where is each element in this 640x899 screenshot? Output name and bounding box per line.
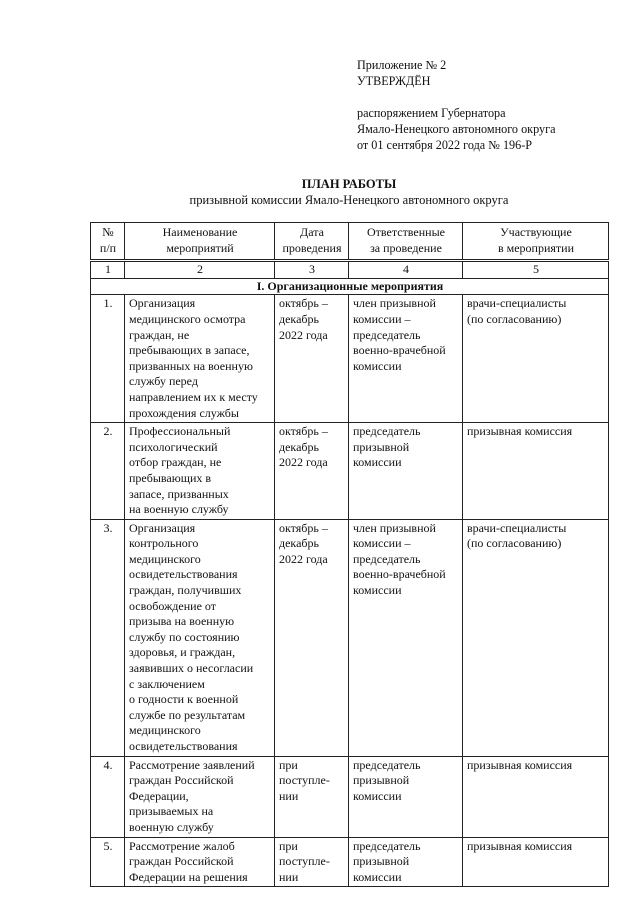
cell-line: пребывающих в bbox=[129, 470, 212, 485]
section-title: I. Организационные мероприятия bbox=[91, 278, 609, 295]
cell-line: службу по состоянию bbox=[129, 629, 240, 644]
title-subtitle: призывной комиссии Ямало-Ненецкого автономного округа bbox=[189, 193, 509, 207]
cell-line: председатель bbox=[353, 757, 421, 772]
cell-line: психологический bbox=[129, 439, 218, 454]
cell-line: медицинского bbox=[129, 723, 201, 738]
cell-line: граждан Российской bbox=[129, 773, 234, 788]
cell-line: врачи-специалисты bbox=[467, 520, 567, 535]
cell-line: медицинского осмотра bbox=[129, 311, 246, 326]
cell-line: здоровья, и граждан, bbox=[129, 645, 236, 660]
cell-line: с заключением bbox=[129, 676, 205, 691]
cell-line: декабрь bbox=[279, 536, 319, 551]
title-main: ПЛАН РАБОТЫ bbox=[301, 177, 397, 191]
cell-line: октябрь – bbox=[279, 520, 328, 535]
cell-line: призывная комиссия bbox=[467, 757, 573, 772]
event-responsible bbox=[349, 295, 463, 423]
event-responsible bbox=[349, 837, 463, 887]
cell-line: (по согласованию) bbox=[467, 311, 562, 326]
column-number: 1 bbox=[91, 261, 125, 279]
approval-block bbox=[357, 57, 617, 153]
cell-line: отбор граждан, не bbox=[129, 455, 222, 470]
cell-line: комиссии bbox=[353, 788, 402, 803]
event-participants bbox=[463, 295, 609, 423]
cell-line: председатель bbox=[353, 551, 421, 566]
table-header-row bbox=[91, 223, 609, 261]
event-participants bbox=[463, 519, 609, 756]
cell-line: Федерации, bbox=[129, 788, 189, 803]
cell-line: запасе, призванных bbox=[129, 486, 229, 501]
appendix-number: Приложение № 2 bbox=[357, 58, 447, 72]
cell-line: военно-врачебной bbox=[353, 567, 446, 582]
cell-line: освидетельствования bbox=[129, 739, 238, 753]
event-responsible bbox=[349, 423, 463, 520]
event-date bbox=[275, 756, 349, 837]
cell-line: призывная комиссия bbox=[467, 838, 573, 853]
cell-line: при bbox=[279, 838, 298, 853]
cell-line: граждан Российской bbox=[129, 854, 234, 869]
row-number: 4. bbox=[91, 756, 125, 837]
approval-date-line: от 01 сентября 2022 года № 196-Р bbox=[357, 138, 533, 152]
cell-line: о годности к военной bbox=[129, 692, 239, 707]
work-plan-table bbox=[90, 222, 609, 887]
cell-line: Профессиональный bbox=[129, 424, 231, 439]
cell-line: 2022 года bbox=[279, 455, 328, 470]
header-num: № п/п bbox=[91, 223, 125, 261]
cell-line: поступле- bbox=[279, 854, 330, 869]
event-participants bbox=[463, 837, 609, 887]
cell-line: председатель bbox=[353, 838, 421, 853]
cell-line: председатель bbox=[353, 424, 421, 439]
document-title bbox=[90, 176, 608, 208]
cell-line: 2022 года bbox=[279, 327, 328, 342]
cell-line: комиссии – bbox=[353, 536, 411, 551]
header-responsible: Ответственные за проведение bbox=[349, 223, 463, 261]
event-date bbox=[275, 837, 349, 887]
table-row bbox=[91, 756, 609, 837]
cell-line: граждан, не bbox=[129, 327, 190, 342]
cell-line: комиссии – bbox=[353, 311, 411, 326]
cell-line: комиссии bbox=[353, 583, 402, 598]
cell-line: медицинского bbox=[129, 551, 201, 566]
column-number: 4 bbox=[349, 261, 463, 279]
cell-line: призывной bbox=[353, 854, 410, 869]
column-number: 5 bbox=[463, 261, 609, 279]
cell-line: службу перед bbox=[129, 374, 198, 389]
cell-line: поступле- bbox=[279, 773, 330, 788]
cell-line: комиссии bbox=[353, 869, 402, 884]
column-number-row bbox=[91, 261, 609, 279]
table-row bbox=[91, 423, 609, 520]
event-name bbox=[125, 756, 275, 837]
event-date bbox=[275, 295, 349, 423]
cell-line: Рассмотрение жалоб bbox=[129, 838, 235, 853]
cell-line: военно-врачебной bbox=[353, 343, 446, 358]
cell-line: освидетельствования bbox=[129, 567, 238, 582]
cell-line: комиссии bbox=[353, 358, 402, 373]
section-row bbox=[91, 278, 609, 295]
table-row bbox=[91, 837, 609, 887]
event-date bbox=[275, 519, 349, 756]
cell-line: член призывной bbox=[353, 296, 436, 311]
cell-line: военную службу bbox=[129, 819, 214, 834]
cell-line: призывная комиссия bbox=[467, 424, 573, 439]
approval-order-line: распоряжением Губернатора bbox=[357, 106, 506, 120]
cell-line: призываемых на bbox=[129, 804, 214, 819]
cell-line: призывной bbox=[353, 439, 410, 454]
event-participants bbox=[463, 423, 609, 520]
cell-line: призывной bbox=[353, 773, 410, 788]
cell-line: пребывающих в запасе, bbox=[129, 343, 250, 358]
cell-line: направлением их к месту bbox=[129, 389, 258, 404]
header-date: Дата проведения bbox=[275, 223, 349, 261]
cell-line: прохождения службы bbox=[129, 405, 239, 420]
column-number: 3 bbox=[275, 261, 349, 279]
cell-line: граждан, получивших bbox=[129, 583, 242, 598]
cell-line: октябрь – bbox=[279, 424, 328, 439]
cell-line: Рассмотрение заявлений bbox=[129, 757, 255, 772]
cell-line: при bbox=[279, 757, 298, 772]
event-responsible bbox=[349, 756, 463, 837]
approved-label: УТВЕРЖДЁН bbox=[357, 74, 431, 88]
table-row bbox=[91, 519, 609, 756]
cell-line: на военную службу bbox=[129, 502, 229, 517]
row-number: 5. bbox=[91, 837, 125, 887]
header-name: Наименование мероприятий bbox=[125, 223, 275, 261]
cell-line: Организация bbox=[129, 296, 196, 311]
column-number: 2 bbox=[125, 261, 275, 279]
event-name bbox=[125, 295, 275, 423]
header-participants: Участвующие в мероприятии bbox=[463, 223, 609, 261]
event-name bbox=[125, 519, 275, 756]
cell-line: врачи-специалисты bbox=[467, 296, 567, 311]
event-name bbox=[125, 423, 275, 520]
cell-line: комиссии bbox=[353, 455, 402, 470]
cell-line: освобождение от bbox=[129, 598, 216, 613]
cell-line: призванных на военную bbox=[129, 358, 253, 373]
cell-line: контрольного bbox=[129, 536, 199, 551]
event-participants bbox=[463, 756, 609, 837]
cell-line: нии bbox=[279, 869, 299, 884]
cell-line: службе по результатам bbox=[129, 707, 246, 722]
cell-line: Организация bbox=[129, 520, 196, 535]
event-name bbox=[125, 837, 275, 887]
cell-line: декабрь bbox=[279, 439, 319, 454]
cell-line: призыва на военную bbox=[129, 614, 235, 629]
row-number: 2. bbox=[91, 423, 125, 520]
cell-line: член призывной bbox=[353, 520, 436, 535]
row-number: 1. bbox=[91, 295, 125, 423]
event-responsible bbox=[349, 519, 463, 756]
cell-line: октябрь – bbox=[279, 296, 328, 311]
approval-region-line: Ямало-Ненецкого автономного округа bbox=[357, 122, 556, 136]
cell-line: (по согласованию) bbox=[467, 536, 562, 551]
row-number: 3. bbox=[91, 519, 125, 756]
event-date bbox=[275, 423, 349, 520]
cell-line: 2022 года bbox=[279, 551, 328, 566]
cell-line: заявивших о несогласии bbox=[129, 661, 254, 676]
cell-line: декабрь bbox=[279, 311, 319, 326]
cell-line: нии bbox=[279, 788, 299, 803]
cell-line: Федерации на решения bbox=[129, 869, 248, 884]
table-row bbox=[91, 295, 609, 423]
cell-line: председатель bbox=[353, 327, 421, 342]
